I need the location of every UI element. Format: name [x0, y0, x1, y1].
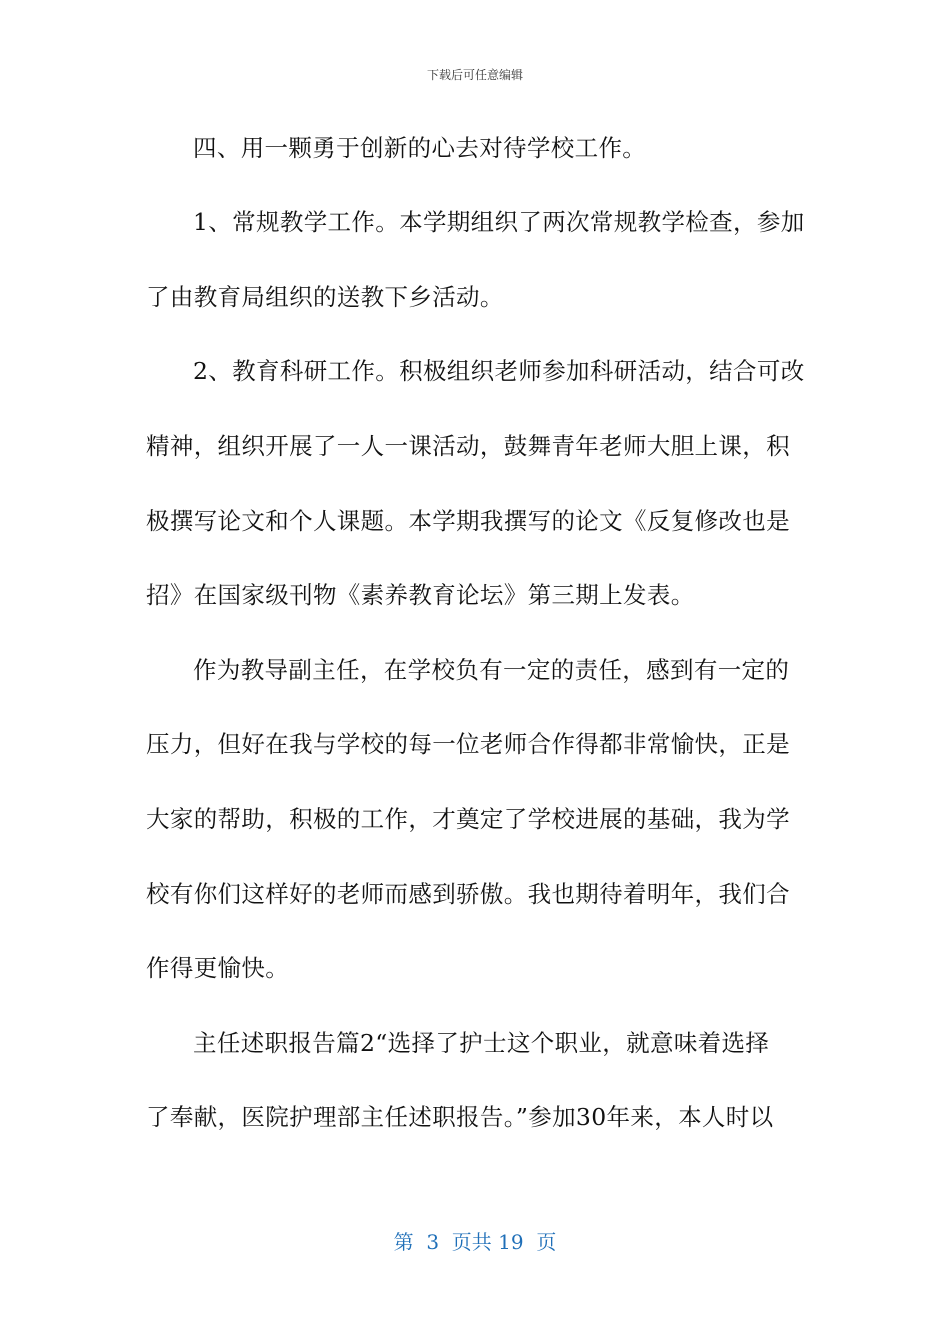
- text-line: 极撰写论文和个人课题。本学期我撰写的论文《反复修改也是: [146, 507, 790, 535]
- header-note: 下载后可任意编辑: [426, 68, 523, 82]
- text-line: 作为教导副主任，在学校负有一定的责任，感到有一定的: [193, 656, 790, 684]
- text-line: 压力，但好在我与学校的每一位老师合作得都非常愉快，正是: [146, 730, 790, 758]
- text-line: 了由教育局组织的送教下乡活动。: [146, 283, 504, 311]
- text-line: 大家的帮助，积极的工作，才奠定了学校进展的基础，我为学: [146, 805, 790, 833]
- text-line: 1、常规教学工作。本学期组织了两次常规教学检查，参加: [193, 208, 805, 236]
- text-line: 作得更愉快。: [146, 954, 290, 982]
- text-line: 精神，组织开展了一人一课活动，鼓舞青年老师大胆上课，积: [146, 432, 790, 460]
- text-line: 四、用一颗勇于创新的心去对待学校工作。: [193, 134, 647, 162]
- text-line: 2、教育科研工作。积极组织老师参加科研活动，结合可改: [193, 357, 805, 385]
- text-line: 主任述职报告篇2“选择了护士这个职业，就意味着选择: [193, 1029, 770, 1057]
- page-number-footer: 第 3 页共 19 页: [393, 1230, 557, 1254]
- text-line: 了奉献，医院护理部主任述职报告。”参加30年来，本人时以: [146, 1103, 774, 1131]
- text-line: 招》在国家级刊物《素养教育论坛》第三期上发表。: [146, 581, 695, 609]
- text-line: 校有你们这样好的老师而感到骄傲。我也期待着明年，我们合: [146, 880, 790, 908]
